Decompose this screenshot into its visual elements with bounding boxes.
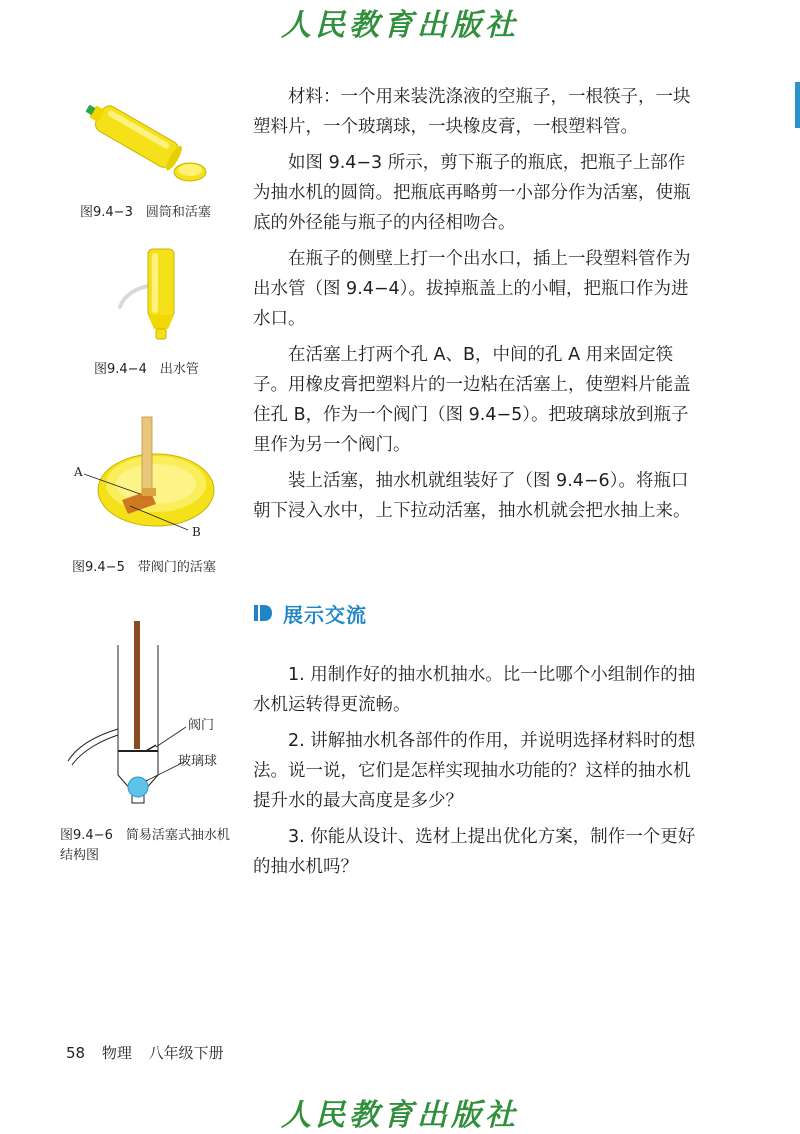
label-hole-b: B (192, 525, 201, 539)
figure-cylinder-and-piston (82, 90, 212, 190)
paragraph-valve: 在活塞上打两个孔 A、B，中间的孔 A 用来固定筷子。用橡皮膏把塑料片的一边粘在活塞上，使塑料片能盖住孔 B，作为一个阀门（图 9.4−5）。把玻璃球放到瓶子里作为另一个阀门。 (253, 345, 691, 455)
paragraph-materials: 材料：一个用来装洗涤液的空瓶子，一根筷子，一块塑料片，一个玻璃球，一块橡皮膏，一根塑料管。 (253, 87, 691, 137)
label-valve: 阀门 (188, 718, 215, 733)
page-number: 58 (66, 1044, 86, 1062)
section-marker-icon (253, 603, 273, 623)
figure-9-4-6-caption-line2: 结构图 (60, 848, 100, 863)
paragraph-cylinder: 如图 9.4−3 所示，剪下瓶子的瓶底，把瓶子上部作为抽水机的圆筒。把瓶底再略剪一小部分作为活塞，使瓶底的外径能与瓶子的内径相吻合。 (253, 153, 691, 233)
page-edge-tab (795, 82, 800, 128)
figure-9-4-5-caption: 图9.4−5 带阀门的活塞 (72, 560, 216, 575)
section-title: 展示交流 (283, 602, 367, 627)
question-3: 3. 你能从设计、选材上提出优化方案，制作一个更好的抽水机吗？ (253, 827, 696, 877)
label-glass-ball: 玻璃球 (178, 754, 218, 769)
procedure-text (253, 82, 698, 532)
paragraph-outlet: 在瓶子的侧壁上打一个出水口，插上一段塑料管作为出水管（图 9.4−4）。拔掉瓶盖上的小帽，把瓶口作为进水口。 (253, 249, 691, 329)
footer-grade: 八年级下册 (148, 1044, 224, 1062)
publisher-watermark-top: 人民教育出版社 (281, 8, 519, 43)
figure-outlet-pipe (112, 245, 192, 345)
figure-pump-structure (60, 615, 250, 815)
figure-9-4-4-caption: 图9.4−4 出水管 (94, 362, 199, 377)
figure-9-4-3-caption: 图9.4−3 圆筒和活塞 (80, 205, 211, 220)
figure-9-4-6-caption-line1: 图9.4−6 简易活塞式抽水机 (60, 828, 230, 843)
publisher-watermark-bottom: 人民教育出版社 (281, 1098, 519, 1133)
label-hole-a: A (74, 465, 83, 479)
discussion-questions (253, 660, 698, 888)
section-heading (253, 598, 367, 628)
paragraph-assembly: 装上活塞，抽水机就组装好了（图 9.4−6）。将瓶口朝下浸入水中，上下拉动活塞，抽水机就会把水抽上来。 (253, 471, 691, 521)
question-2: 2. 讲解抽水机各部件的作用，并说明选择材料时的想法。说一说，它们是怎样实现抽水功能的？这样的抽水机提升水的最大高度是多少？ (253, 731, 696, 811)
figure-piston-with-valve (70, 412, 230, 547)
figure-9-4-6-caption (60, 826, 230, 866)
question-1: 1. 用制作好的抽水机抽水。比一比哪个小组制作的抽水机运转得更流畅。 (253, 665, 696, 715)
page-footer (66, 1042, 236, 1063)
footer-subject: 物理 (101, 1044, 132, 1062)
